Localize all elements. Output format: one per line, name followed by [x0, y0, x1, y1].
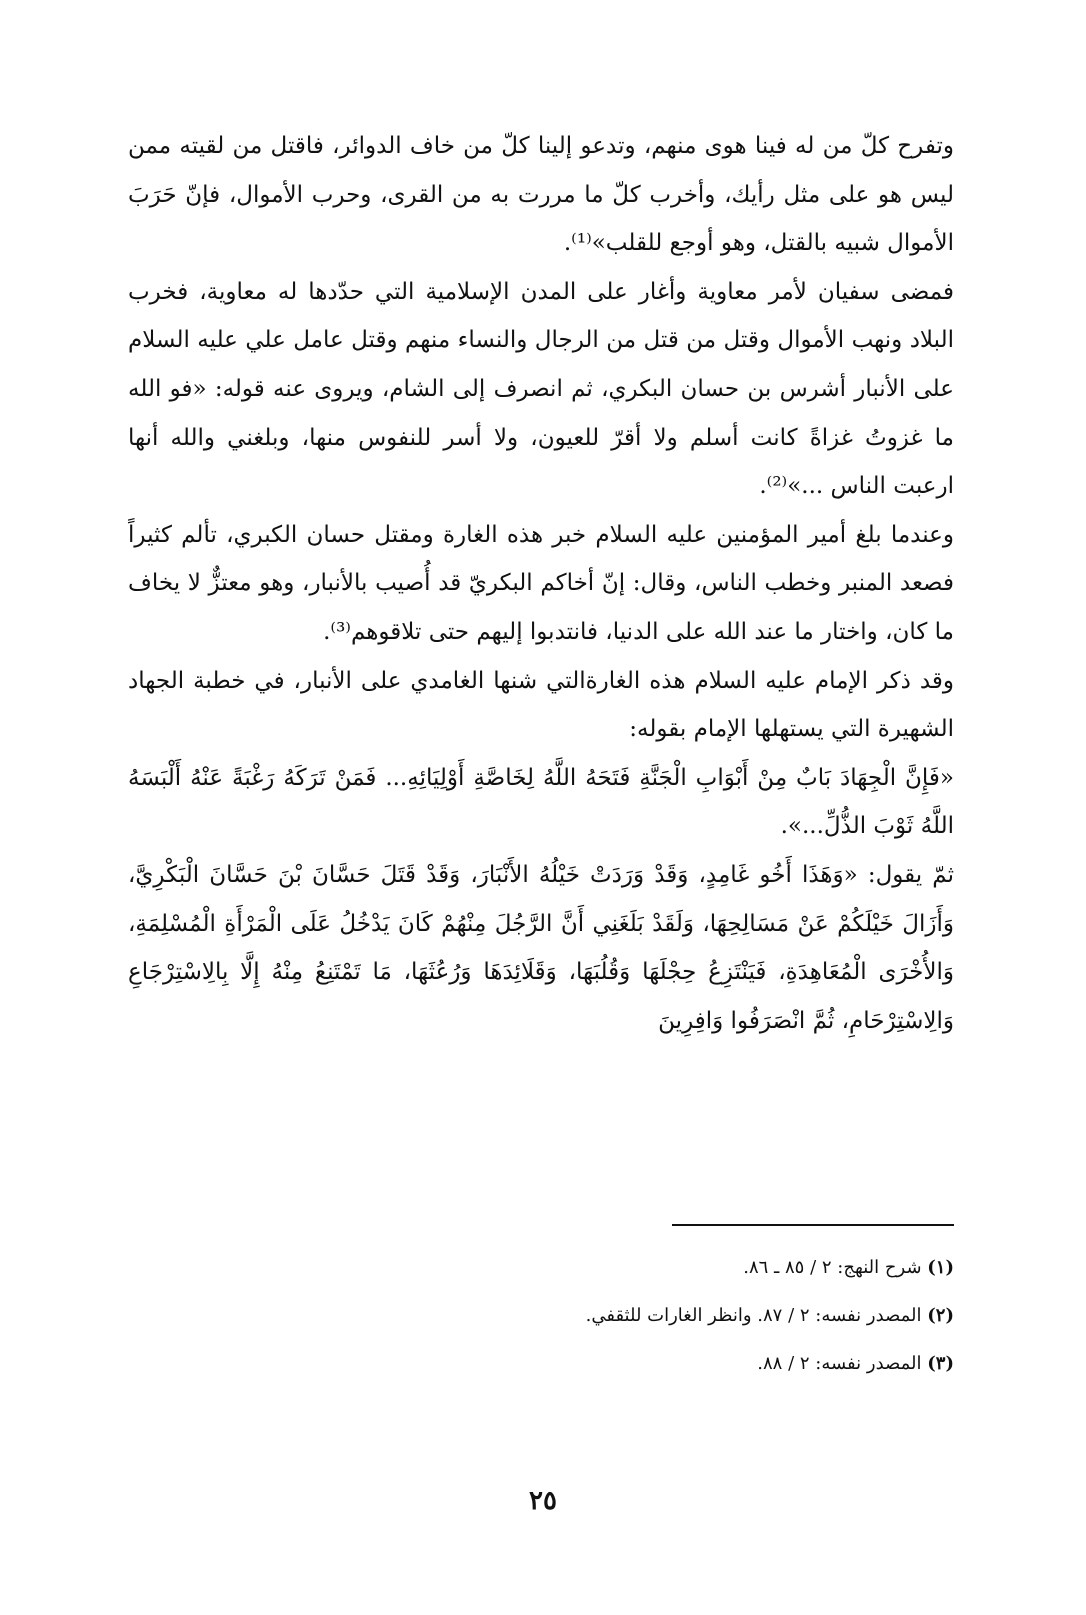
footnote-number: (١): [927, 1257, 954, 1278]
footnotes: [400, 1244, 954, 1388]
paragraph-2: فمضى سفيان لأمر معاوية وأغار على المدن الإسلامية التي حدّدها له معاوية، فخرب البلاد ونهب الأموال وقتل من قتل من الرجال والنساء منهم وقتل عامل علي عليه السلام على الأنبار أشرس بن حسان البكري، ثم انصرف إلى الشام، ويروى عنه قوله: «فو الله ما غزوتُ غزاةً كانت أسلم ولا أقرّ للعيون، ولا أسر للنفوس منها، وبلغني والله أنها ارعبت الناس ...»⁽²⁾.: [128, 278, 954, 500]
sermon-quote-2: ثمّ يقول: «وَهَذَا أَخُو غَامِدٍ، وَقَدْ وَرَدَتْ خَيْلُهُ الأَنْبَارَ، وَقَدْ قَتَلَ حَسَّانَ بْنَ حَسَّانَ الْبَكْرِيَّ، وَأَزَالَ خَيْلَكُمْ عَنْ مَسَالِحِهَا، وَلَقَدْ بَلَغَنِي أَنَّ الرَّجُلَ مِنْهُمْ كَانَ يَدْخُلُ عَلَى الْمَرْأَةِ الْمُسْلِمَةِ، وَالأُخْرَى الْمُعَاهِدَةِ، فَيَنْتَزِعُ حِجْلَهَا وَقُلُبَهَا، وَقَلَائِدَهَا وَرُعُثَهَا، مَا تَمْتَنِعُ مِنْهُ إِلَّا بِالِاسْتِرْجَاعِ وَالِاسْتِرْحَامِ، ثُمَّ انْصَرَفُوا وَافِرِينَ: [128, 861, 954, 1034]
footnote-text: المصدر نفسه: ٢ / ٨٨.: [757, 1353, 922, 1374]
paragraph-3: وعندما بلغ أمير المؤمنين عليه السلام خبر هذه الغارة ومقتل حسان الكبري، تألم كثيراً فصعد المنبر وخطب الناس، وقال: إنّ أخاكم البكريّ قد أُصيب بالأنبار، وهو معتزٌّ لا يخاف ما كان، واختار ما عند الله على الدنيا، فانتدبوا إليهم حتى تلاقوهم⁽³⁾.: [128, 521, 954, 645]
sermon-quote-1: «فَإِنَّ الْجِهَادَ بَابٌ مِنْ أَبْوَابِ الْجَنَّةِ فَتَحَهُ اللَّهُ لِخَاصَّةِ أَوْلِيَائِهِ... فَمَنْ تَرَكَهُ رَغْبَةً عَنْهُ أَلْبَسَهُ اللَّهُ ثَوْبَ الذُّلِّ...».: [128, 764, 954, 840]
footnote-number: (٣): [927, 1353, 954, 1374]
paragraph-4: وقد ذكر الإمام عليه السلام هذه الغارةالتي شنها الغامدي على الأنبار، في خطبة الجهاد الشهيرة التي يستهلها الإمام بقوله:: [128, 667, 954, 743]
footnote-text: المصدر نفسه: ٢ / ٨٧. وانظر الغارات للثقفي.: [585, 1305, 922, 1326]
footnote-number: (٢): [927, 1305, 954, 1326]
footnote-2: [400, 1292, 954, 1340]
footnote-3: [400, 1340, 954, 1388]
footnote-text: شرح النهج: ٢ / ٨٥ ـ ٨٦.: [743, 1257, 922, 1278]
footnote-1: [400, 1244, 954, 1292]
paragraph-1: وتفرح كلّ من له فينا هوى منهم، وتدعو إلينا كلّ من خاف الدوائر، فاقتل من لقيته ممن ليس هو على مثل رأيك، وأخرب كلّ ما مررت به من القرى، وحرب الأموال، فإنّ حَرَبَ الأموال شبيه بالقتل، وهو أوجع للقلب»⁽¹⁾.: [128, 133, 954, 257]
footnote-separator: [672, 1224, 954, 1226]
page-number: ٢٥: [529, 1486, 557, 1516]
main-text: [128, 122, 954, 1045]
